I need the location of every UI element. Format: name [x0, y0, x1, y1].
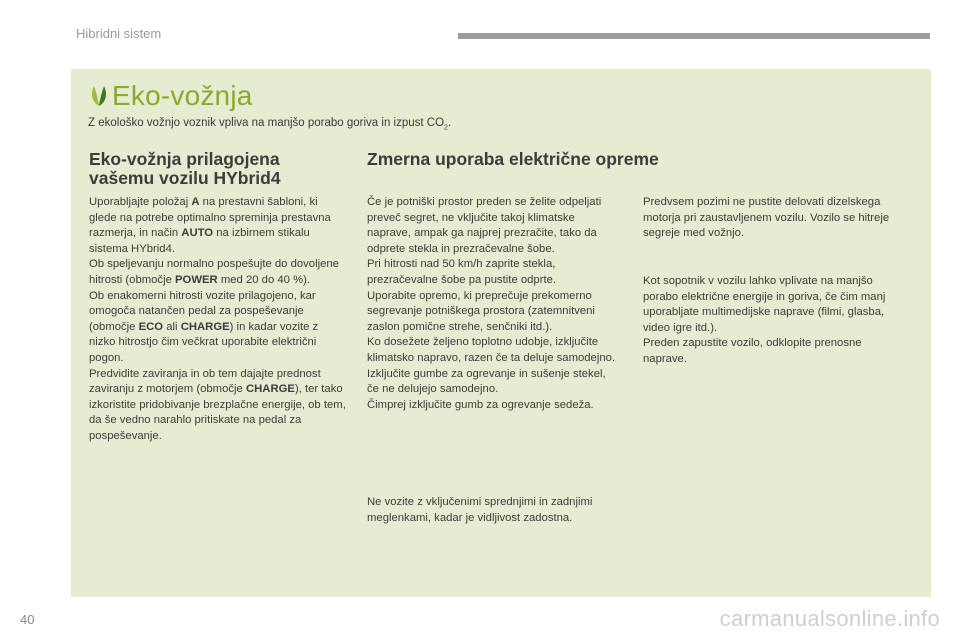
- watermark-text: carmanualsonline.info: [719, 606, 940, 631]
- right-column-text-2: [643, 274, 901, 368]
- intro-text: Z ekološko vožnjo voznik vpliva na manjšo porabo goriva in izpust $CO_2$.: [88, 117, 452, 132]
- middle-paragraph-7: Ne vozite z vključenimi sprednjimi in zadnjimi meglenkami, kadar je vidljivost zadostna.: [367, 496, 593, 524]
- section-title: Eko-vožnja: [112, 80, 253, 111]
- middle-paragraph-3: Uporabite opremo, ki preprečuje prekomerno segrevanje potniškega prostora (zatemnitveni zaslon pomične strehe, senčniki itd.).: [367, 289, 595, 333]
- right-paragraph-1: Predvsem pozimi ne pustite delovati dizelskega motorja pri zaustavljenem vozilu. Vozilo se hitreje segreje med vožnjo.: [643, 196, 890, 240]
- right-paragraph-2: Kot sopotnik v vozilu lahko vplivate na manjšo porabo električne energije in goriva, če čim manj uporabljate multimedijske naprave (filmi, glasba, video igre itd.).: [643, 275, 886, 334]
- left-column-text: [89, 195, 347, 445]
- left-paragraph-1: Uporabljajte položaj A na prestavni šabloni, ki glede na potrebe optimalno spreminja prestavna razmerja, in način AUTO na izbirnem stikalu sistema HYbrid4.: [89, 196, 331, 255]
- left-paragraph-2: Ob speljevanju normalno pospešujte do dovoljene hitrosti (območje POWER med 20 do 40 %).: [89, 258, 339, 286]
- middle-paragraph-1: Če je potniški prostor preden se želite odpeljati preveč segret, ne vključite takoj klimatske naprave, ampak ga najprej prezračite, tako da odprete stekla in prezračevalne šobe.: [367, 196, 602, 255]
- middle-paragraph-4: Ko dosežete željeno toplotno udobje, izključite klimatsko napravo, razen če ta deluje samodejno.: [367, 336, 616, 364]
- left-column-title: Eko-vožnja prilagojena vašemu vozilu HYbrid4: [89, 149, 281, 188]
- middle-paragraph-6: Čimprej izključite gumb za ogrevanje sedeža.: [367, 398, 594, 411]
- middle-paragraph-2: Pri hitrosti nad 50 km/h zaprite stekla, prezračevalne šobe pa pustite odprte.: [367, 258, 557, 286]
- left-paragraph-4: Predvidite zaviranja in ob tem dajajte prednost zaviranju z motorjem (območje CHARGE), ter tako izkoristite pridobivanje brezplačne energije, ob tem, da še vedno narahlo pritiskate na pedal za pospeševanje.: [89, 367, 346, 442]
- left-paragraph-3: Ob enakomerni hitrosti vozite prilagojeno, kar omogoča natančen pedal za pospeševanje (območje ECO ali CHARGE) in kadar vozite z nizko hitrostjo čim večkrat uporabite električni pogon.: [89, 289, 319, 364]
- middle-column-text: [367, 195, 619, 413]
- header-title: Hibridni sistem: [76, 26, 162, 41]
- header-divider-bar: [458, 33, 930, 39]
- middle-column-title: Zmerna uporaba električne opreme: [367, 149, 659, 169]
- right-paragraph-3: Preden zapustite vozilo, odklopite prenosne naprave.: [643, 337, 862, 365]
- section-header: [88, 78, 253, 114]
- middle-paragraph-5: Izključite gumbe za ogrevanje in sušenje stekel, če ne delujejo samodejno.: [367, 367, 606, 396]
- page-number: 40: [20, 612, 35, 627]
- leaf-icon: [88, 84, 110, 108]
